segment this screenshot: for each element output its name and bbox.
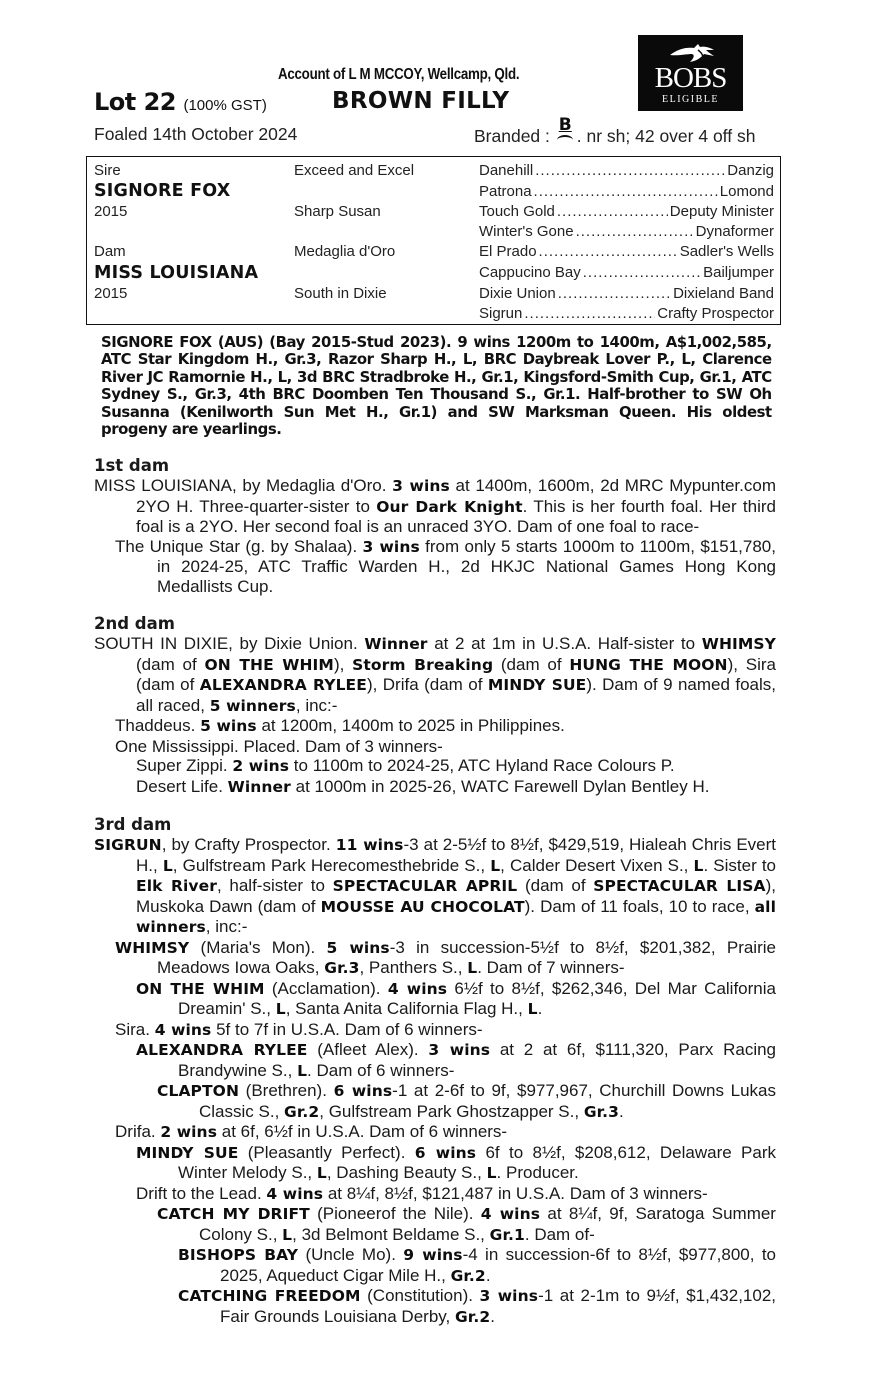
- progeny-entry: Super Zippi. 2 wins to 1100m to 2024-25, ATC Hyland Race Colours P.: [136, 756, 675, 775]
- gg-sire: Sadler's Wells: [679, 243, 774, 260]
- lot-heading: [94, 88, 267, 116]
- progeny-entry: The Unique Star (g. by Shalaa). 3 wins from only 5 starts 1000m to 1100m, $151,780, in 2024-25, ATC Traffic Warden H., 2d HKJC National Games Hong Kong Medallists Cup.: [115, 536, 776, 596]
- first-dam-entry: MISS LOUISIANA, by Medaglia d'Oro. 3 wins at 1400m, 1600m, 2d MRC Mypunter.com 2YO H. Three-quarter-sister to Our Dark Knight. This is her fourth foal. Her third foal is a 2YO. Her second foal is an unraced 3YO. Dam of one foal to race-: [94, 476, 777, 536]
- progeny-entry: Drift to the Lead. 4 wins at 8¼f, 8½f, $121,487 in U.S.A. Dam of 3 winners-: [136, 1183, 708, 1203]
- gg-name: Winter's Gone: [479, 223, 574, 240]
- dam-sire: Medaglia d'Oro: [294, 243, 396, 260]
- progeny-entry: BISHOPS BAY (Uncle Mo). 9 wins-4 in succession-6f to 8½f, $977,800, to 2025, Aqueduct Cigar Mile H., Gr.2.: [178, 1245, 777, 1285]
- gg-sire: Dynaformer: [695, 223, 774, 240]
- logo-text-bobs: BOBS: [654, 62, 727, 94]
- progeny-entry: ON THE WHIM (Acclamation). 4 wins 6½f to 8½f, $262,346, Del Mar California Dreamin' S., L, Santa Anita California Flag H., L.: [136, 978, 776, 1018]
- sire-sire: Exceed and Excel: [294, 162, 415, 179]
- gg-sire: Dixieland Band: [673, 285, 774, 302]
- branding-info: [474, 115, 756, 147]
- progeny-entry: Desert Life. Winner at 1000m in 2025-26, WATC Farewell Dylan Bentley H.: [136, 776, 710, 796]
- gg-name: Cappucino Bay: [479, 264, 581, 281]
- gg-sire: Lomond: [719, 183, 774, 200]
- bobs-eligible-logo: [638, 35, 743, 111]
- progeny-entry: MINDY SUE (Pleasantly Perfect). 6 wins 6f to 8½f, $208,612, Delaware Park Winter Melody S., L, Dashing Beauty S., L. Producer.: [136, 1142, 777, 1182]
- branded-prefix: Branded :: [474, 126, 550, 146]
- second-dam-entry: SOUTH IN DIXIE, by Dixie Union. Winner at 2 at 1m in U.S.A. Half-sister to WHIMSY (dam of ON THE WHIM), Storm Breaking (dam of HUNG THE MOON), Sira (dam of ALEXANDRA RYLEE), Drifa (dam of MINDY SUE). Dam of 9 named foals, all raced, 5 winners, inc:-: [94, 634, 777, 715]
- great-grandparent-row: [479, 161, 774, 181]
- gg-sire: Deputy Minister: [669, 203, 774, 220]
- great-grandparent-row: [479, 263, 774, 283]
- dam-name: MISS LOUISIANA: [94, 263, 259, 283]
- dam-dam: South in Dixie: [294, 285, 387, 302]
- second-dam-heading: 2nd dam: [94, 614, 175, 633]
- leader-dots: [535, 161, 725, 181]
- section-gap: [94, 797, 776, 815]
- dam-label: Dam: [94, 243, 126, 260]
- sire-name: SIGNORE FOX: [94, 181, 231, 201]
- great-grandparent-row: [479, 202, 774, 222]
- progeny-entry: Sira. 4 wins 5f to 7f in U.S.A. Dam of 6 winners-: [115, 1019, 483, 1039]
- progeny-entry: Drifa. 2 wins at 6f, 6½f in U.S.A. Dam of 6 winners-: [115, 1122, 508, 1141]
- brand-mark-icon: [556, 115, 576, 144]
- section-gap: [94, 596, 776, 614]
- leader-dots: [583, 263, 701, 283]
- great-grandparent-row: [479, 182, 774, 202]
- gg-sire: Bailjumper: [703, 264, 774, 281]
- progeny-entry: One Mississippi. Placed. Dam of 3 winners-: [115, 736, 443, 756]
- leader-dots: [524, 304, 655, 324]
- gg-sire: Crafty Prospector: [657, 305, 774, 322]
- gg-name: Patrona: [479, 183, 532, 200]
- leader-dots: [557, 202, 668, 222]
- gst-note: (100% GST): [183, 97, 267, 114]
- branded-suffix: . nr sh; 42 over 4 off sh: [576, 126, 756, 146]
- gg-name: El Prado: [479, 243, 537, 260]
- logo-text-eligible: ELIGIBLE: [662, 94, 719, 105]
- progeny-entry: ALEXANDRA RYLEE (Afleet Alex). 3 wins at 2 at 6f, $111,320, Parx Racing Brandywine S., L. Dam of 6 winners-: [136, 1040, 777, 1080]
- leader-dots: [534, 182, 718, 202]
- brand-arc-icon: [557, 135, 573, 145]
- sire-summary: SIGNORE FOX (AUS) (Bay 2015-Stud 2023). 9 wins 1200m to 1400m, A$1,002,585, ATC Star Kingdom H., Gr.3, Razor Sharp H., L, BRC Daybreak Lover P., L, Clarence River JC Ramornie H., L, 3d BRC Stradbroke H., Gr.1, Kingsford-Smith Cup, Gr.1, ATC Sydney S., Gr.3, 4th BRC Doomben Ten Thousand S., Gr.1. Half-brother to SW Oh Susanna (Kenilworth Sun Met H., Gr.1) and SW Marksman Queen. His oldest progeny are yearlings.: [101, 333, 772, 439]
- third-dam-heading: 3rd dam: [94, 815, 172, 834]
- progeny-entry: WHIMSY (Maria's Mon). 5 wins-3 in succession-5½f to 8½f, $201,382, Prairie Meadows Iowa Oaks, Gr.3, Panthers S., L. Dam of 7 winners-: [115, 937, 776, 977]
- foaled-date: Foaled 14th October 2024: [94, 124, 298, 144]
- leader-dots: [576, 222, 694, 242]
- progeny-entry: CLAPTON (Brethren). 6 wins-1 at 2-6f to 9f, $977,967, Churchill Downs Lukas Classic S., Gr.2, Gulfstream Park Ghostzapper S., Gr.3.: [157, 1081, 776, 1121]
- progeny-entry: CATCH MY DRIFT (Pioneerof the Nile). 4 wins at 8¼f, 9f, Saratoga Summer Colony S., L, 3d Belmont Beldame S., Gr.1. Dam of-: [157, 1204, 776, 1244]
- great-grandparent-row: [479, 304, 774, 324]
- third-dam-entry: SIGRUN, by Crafty Prospector. 11 wins-3 at 2-5½f to 8½f, $429,519, Hialeah Chris Evert H., L, Gulfstream Park Herecomesthebride S., L, Calder Desert Vixen S., L. Sister to Elk River, half-sister to SPECTACULAR APRIL (dam of SPECTACULAR LISA), Muskoka Dawn (dam of MOUSSE AU CHOCOLAT). Dam of 11 foals, 10 to race, all winners, inc:-: [94, 835, 777, 936]
- great-grandparent-row: [479, 284, 774, 304]
- vendor-account: Account of L M MCCOY, Wellcamp, Qld.: [278, 66, 520, 83]
- catalogue-body: [94, 456, 776, 1327]
- leader-dots: [558, 284, 671, 304]
- brand-letter: B: [558, 115, 572, 135]
- pedigree-table: [86, 156, 781, 325]
- gg-name: Danehill: [479, 162, 534, 179]
- sire-label: Sire: [94, 162, 121, 179]
- great-grandparent-row: [479, 242, 774, 262]
- dam-year: 2015: [94, 285, 128, 302]
- leader-dots: [539, 242, 678, 262]
- gg-sire: Danzig: [727, 162, 774, 179]
- progeny-entry: CATCHING FREEDOM (Constitution). 3 wins-1 at 2-1m to 9½f, $1,432,102, Fair Grounds Louisiana Derby, Gr.2.: [178, 1286, 777, 1326]
- progeny-entry: Thaddeus. 5 wins at 1200m, 1400m to 2025 in Philippines.: [115, 716, 565, 735]
- sire-dam: Sharp Susan: [294, 203, 381, 220]
- gg-name: Touch Gold: [479, 203, 555, 220]
- sire-year: 2015: [94, 203, 128, 220]
- gg-name: Sigrun: [479, 305, 523, 322]
- first-dam-heading: 1st dam: [94, 456, 170, 475]
- horse-title: BROWN FILLY: [332, 88, 510, 114]
- lot-number: Lot 22: [94, 88, 177, 116]
- gg-name: Dixie Union: [479, 285, 556, 302]
- great-grandparent-row: [479, 222, 774, 242]
